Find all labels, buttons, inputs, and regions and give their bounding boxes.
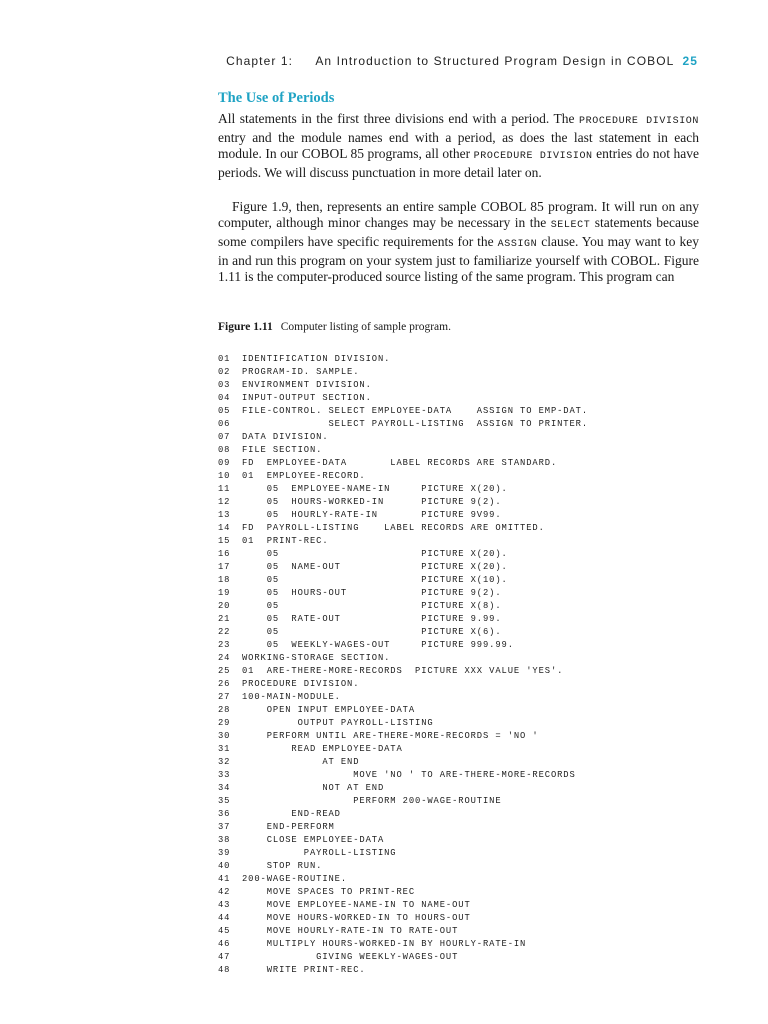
line-code: 01 EMPLOYEE-RECORD. xyxy=(242,471,366,481)
line-code: GIVING WEEKLY-WAGES-OUT xyxy=(242,952,459,962)
line-number: 12 xyxy=(218,497,231,507)
line-code: FILE SECTION. xyxy=(242,445,323,455)
line-number: 21 xyxy=(218,614,231,624)
line-code: 05 PICTURE X(20). xyxy=(242,549,508,559)
listing-line xyxy=(218,561,718,574)
line-code: 200-WAGE-ROUTINE. xyxy=(242,874,348,884)
line-number: 38 xyxy=(218,835,231,845)
line-number: 02 xyxy=(218,367,231,377)
line-code: DATA DIVISION. xyxy=(242,432,329,442)
listing-line xyxy=(218,912,718,925)
listing-line xyxy=(218,717,718,730)
figure-number: Figure 1.11 xyxy=(218,321,273,333)
line-number: 33 xyxy=(218,770,231,780)
line-number: 28 xyxy=(218,705,231,715)
listing-line xyxy=(218,457,718,470)
page-number: 25 xyxy=(682,54,698,68)
listing-line xyxy=(218,652,718,665)
code-term: PROCEDURE DIVISION xyxy=(473,151,593,162)
listing-line xyxy=(218,847,718,860)
listing-line xyxy=(218,756,718,769)
code-term: ASSIGN xyxy=(497,239,538,250)
line-number: 36 xyxy=(218,809,231,819)
code-term: SELECT xyxy=(550,220,591,231)
line-number: 14 xyxy=(218,523,231,533)
line-number: 42 xyxy=(218,887,231,897)
text-run: entries do not have periods. We will discuss punctuation in more detail later on. xyxy=(218,146,699,180)
line-code: 05 HOURS-WORKED-IN PICTURE 9(2). xyxy=(242,497,502,507)
listing-line xyxy=(218,938,718,951)
line-code: INPUT-OUTPUT SECTION. xyxy=(242,393,372,403)
listing-line xyxy=(218,600,718,613)
line-number: 43 xyxy=(218,900,231,910)
listing-line xyxy=(218,743,718,756)
line-number: 01 xyxy=(218,354,231,364)
listing-line xyxy=(218,704,718,717)
line-number: 27 xyxy=(218,692,231,702)
line-code: READ EMPLOYEE-DATA xyxy=(242,744,403,754)
line-code: MOVE SPACES TO PRINT-REC xyxy=(242,887,416,897)
line-number: 08 xyxy=(218,445,231,455)
listing-line xyxy=(218,964,718,977)
line-number: 03 xyxy=(218,380,231,390)
line-code: 05 PICTURE X(6). xyxy=(242,627,502,637)
listing-line xyxy=(218,678,718,691)
code-listing xyxy=(218,353,718,977)
listing-line xyxy=(218,353,718,366)
line-number: 46 xyxy=(218,939,231,949)
listing-line xyxy=(218,626,718,639)
line-number: 41 xyxy=(218,874,231,884)
section-heading: The Use of Periods xyxy=(218,90,335,106)
listing-line xyxy=(218,951,718,964)
listing-line xyxy=(218,405,718,418)
listing-line xyxy=(218,548,718,561)
line-number: 04 xyxy=(218,393,231,403)
line-code: WORKING-STORAGE SECTION. xyxy=(242,653,391,663)
line-number: 09 xyxy=(218,458,231,468)
listing-line xyxy=(218,730,718,743)
text-run: Figure 1.9, then, represents an entire sample COBOL 85 program. It will run on any computer, although minor changes may be necessary in the xyxy=(218,199,699,230)
line-number: 24 xyxy=(218,653,231,663)
line-code: WRITE PRINT-REC. xyxy=(242,965,366,975)
listing-line xyxy=(218,444,718,457)
figure-caption-text: Computer listing of sample program. xyxy=(280,321,451,333)
line-code: 05 NAME-OUT PICTURE X(20). xyxy=(242,562,508,572)
line-code: MOVE EMPLOYEE-NAME-IN TO NAME-OUT xyxy=(242,900,471,910)
line-code: 05 PICTURE X(8). xyxy=(242,601,502,611)
line-number: 25 xyxy=(218,666,231,676)
listing-line xyxy=(218,613,718,626)
line-code: END-PERFORM xyxy=(242,822,335,832)
listing-line xyxy=(218,496,718,509)
line-code: PERFORM UNTIL ARE-THERE-MORE-RECORDS = 'NO ' xyxy=(242,731,539,741)
figure-caption xyxy=(218,321,451,333)
line-code: 100-MAIN-MODULE. xyxy=(242,692,341,702)
paragraph-periods xyxy=(218,111,699,181)
line-number: 13 xyxy=(218,510,231,520)
line-number: 19 xyxy=(218,588,231,598)
line-code: 05 HOURS-OUT PICTURE 9(2). xyxy=(242,588,502,598)
line-number: 20 xyxy=(218,601,231,611)
listing-line xyxy=(218,431,718,444)
line-code: END-READ xyxy=(242,809,341,819)
line-number: 23 xyxy=(218,640,231,650)
line-code: OUTPUT PAYROLL-LISTING xyxy=(242,718,434,728)
line-number: 44 xyxy=(218,913,231,923)
listing-line xyxy=(218,665,718,678)
line-code: ENVIRONMENT DIVISION. xyxy=(242,380,372,390)
listing-line xyxy=(218,587,718,600)
line-code: SELECT PAYROLL-LISTING ASSIGN TO PRINTER. xyxy=(242,419,589,429)
line-code: CLOSE EMPLOYEE-DATA xyxy=(242,835,385,845)
line-code: PROCEDURE DIVISION. xyxy=(242,679,360,689)
paragraph-sample-program xyxy=(218,199,699,285)
line-code: MOVE 'NO ' TO ARE-THERE-MORE-RECORDS xyxy=(242,770,576,780)
line-number: 35 xyxy=(218,796,231,806)
line-number: 40 xyxy=(218,861,231,871)
line-code: 01 PRINT-REC. xyxy=(242,536,329,546)
running-header xyxy=(0,54,698,68)
listing-line xyxy=(218,925,718,938)
listing-line xyxy=(218,873,718,886)
line-code: PROGRAM-ID. SAMPLE. xyxy=(242,367,360,377)
listing-line xyxy=(218,418,718,431)
listing-line xyxy=(218,470,718,483)
listing-line xyxy=(218,821,718,834)
text-run: All statements in the first three divisions end with a period. The xyxy=(218,111,580,126)
line-code: 05 EMPLOYEE-NAME-IN PICTURE X(20). xyxy=(242,484,508,494)
line-code: NOT AT END xyxy=(242,783,385,793)
line-code: 05 RATE-OUT PICTURE 9.99. xyxy=(242,614,502,624)
line-number: 30 xyxy=(218,731,231,741)
listing-line xyxy=(218,769,718,782)
listing-line xyxy=(218,782,718,795)
line-code: MULTIPLY HOURS-WORKED-IN BY HOURLY-RATE-IN xyxy=(242,939,527,949)
chapter-title: An Introduction to Structured Program Design in COBOL xyxy=(315,54,674,68)
line-code: IDENTIFICATION DIVISION. xyxy=(242,354,391,364)
line-number: 11 xyxy=(218,484,231,494)
listing-line xyxy=(218,366,718,379)
line-number: 07 xyxy=(218,432,231,442)
line-code: FD PAYROLL-LISTING LABEL RECORDS ARE OMITTED. xyxy=(242,523,545,533)
listing-line xyxy=(218,379,718,392)
line-number: 26 xyxy=(218,679,231,689)
listing-line xyxy=(218,808,718,821)
text-run: clause. You may want to key in and run this program on your system just to familiarize yourself with COBOL. Figure 1.11 is the computer-produced source listing of the same program. This program can xyxy=(218,234,699,284)
line-number: 39 xyxy=(218,848,231,858)
line-number: 37 xyxy=(218,822,231,832)
line-number: 15 xyxy=(218,536,231,546)
chapter-label: Chapter 1: xyxy=(226,54,294,68)
listing-line xyxy=(218,483,718,496)
listing-line xyxy=(218,899,718,912)
line-code: PERFORM 200-WAGE-ROUTINE xyxy=(242,796,502,806)
listing-line xyxy=(218,795,718,808)
line-number: 32 xyxy=(218,757,231,767)
listing-line xyxy=(218,860,718,873)
line-code: AT END xyxy=(242,757,360,767)
line-code: 05 WEEKLY-WAGES-OUT PICTURE 999.99. xyxy=(242,640,514,650)
line-number: 06 xyxy=(218,419,231,429)
line-code: OPEN INPUT EMPLOYEE-DATA xyxy=(242,705,416,715)
listing-line xyxy=(218,522,718,535)
line-number: 47 xyxy=(218,952,231,962)
listing-line xyxy=(218,639,718,652)
listing-line xyxy=(218,574,718,587)
listing-line xyxy=(218,834,718,847)
line-code: 01 ARE-THERE-MORE-RECORDS PICTURE XXX VALUE 'YES'. xyxy=(242,666,564,676)
listing-line xyxy=(218,509,718,522)
line-code: 05 HOURLY-RATE-IN PICTURE 9V99. xyxy=(242,510,502,520)
line-number: 18 xyxy=(218,575,231,585)
listing-line xyxy=(218,691,718,704)
listing-line xyxy=(218,886,718,899)
line-code: STOP RUN. xyxy=(242,861,323,871)
line-number: 05 xyxy=(218,406,231,416)
line-number: 45 xyxy=(218,926,231,936)
line-number: 34 xyxy=(218,783,231,793)
line-code: MOVE HOURS-WORKED-IN TO HOURS-OUT xyxy=(242,913,471,923)
line-number: 16 xyxy=(218,549,231,559)
line-number: 22 xyxy=(218,627,231,637)
line-number: 10 xyxy=(218,471,231,481)
line-code: FD EMPLOYEE-DATA LABEL RECORDS ARE STANDARD. xyxy=(242,458,558,468)
listing-line xyxy=(218,535,718,548)
text-run: entry and the module names end with a period, as does the last statement in each module. In our COBOL 85 programs, all other xyxy=(218,130,699,161)
line-code: MOVE HOURLY-RATE-IN TO RATE-OUT xyxy=(242,926,459,936)
line-code: 05 PICTURE X(10). xyxy=(242,575,508,585)
listing-line xyxy=(218,392,718,405)
line-number: 48 xyxy=(218,965,231,975)
line-number: 31 xyxy=(218,744,231,754)
line-code: FILE-CONTROL. SELECT EMPLOYEE-DATA ASSIGN TO EMP-DAT. xyxy=(242,406,589,416)
line-number: 17 xyxy=(218,562,231,572)
text-run: statements because some compilers have specific requirements for the xyxy=(218,215,699,249)
line-number: 29 xyxy=(218,718,231,728)
code-term: PROCEDURE DIVISION xyxy=(579,116,699,127)
line-code: PAYROLL-LISTING xyxy=(242,848,397,858)
